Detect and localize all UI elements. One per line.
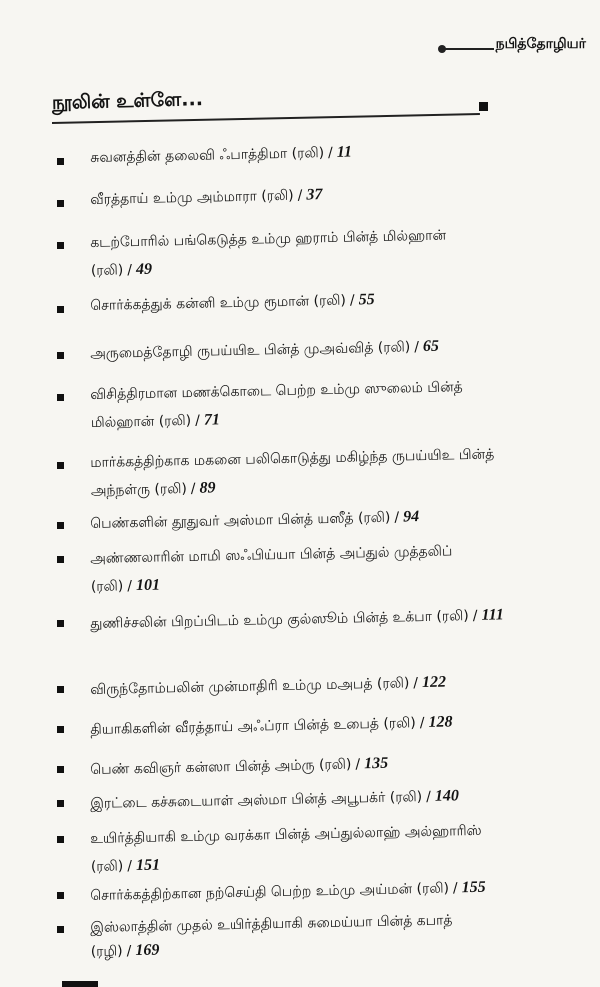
bullet-square bbox=[57, 766, 64, 773]
ornament-line bbox=[444, 48, 494, 50]
heading-end-square bbox=[479, 102, 488, 111]
toc-entry-text: விசித்திரமான மணக்கொடை பெற்ற உம்மு ஸுலைம் பின்த் மில்ஹான் (ரலி) / 71 bbox=[90, 379, 463, 431]
toc-entry-text: பெண் கவிஞர் கன்ஸா பின்த் அம்ரு (ரலி) / 135 bbox=[90, 754, 389, 778]
toc-entry-text: சொர்க்கத்துக் கன்னி உம்மு ரூமான் (ரலி) / 55 bbox=[90, 291, 375, 314]
toc-entry-text: அண்ணலாரின் மாமி ஸஃபிய்யா பின்த் அப்துல் முத்தலிப் (ரலி) / 101 bbox=[90, 543, 453, 595]
toc-entry-text: அருமைத்தோழி ருபய்யிஉ பின்த் முஅவ்வித் (ரலி) / 65 bbox=[90, 337, 440, 362]
toc-entry-title: சொர்க்கத்துக் கன்னி உம்மு ரூமான் (ரலி) bbox=[90, 292, 347, 314]
toc-entry-title: பெண் கவிஞர் கன்ஸா பின்த் அம்ரு (ரலி) bbox=[90, 756, 352, 778]
toc-entry-page: 140 bbox=[434, 787, 460, 805]
toc-entry-text: கடற்போரில் பங்கெடுத்த உம்மு ஹராம் பின்த் மில்ஹான் (ரலி) / 49 bbox=[90, 227, 447, 279]
toc-entry-text: விருந்தோம்பலின் முன்மாதிரி உம்மு மஅபத் (ரலி) / 122 bbox=[90, 673, 447, 698]
toc-entry-text: இரட்டை கச்சுடையாள் அஸ்மா பின்த் அபூபக்ர் (ரலி) / 140 bbox=[90, 787, 460, 812]
bullet-square bbox=[57, 836, 64, 843]
bullet-square bbox=[57, 800, 64, 807]
toc-entry-title: இரட்டை கச்சுடையாள் அஸ்மா பின்த் அபூபக்ர் (ரலி) bbox=[90, 789, 423, 812]
toc-entry-page: 169 bbox=[135, 941, 160, 960]
toc-heading-text: நூலின் உள்ளே... bbox=[51, 88, 204, 114]
toc-entry-title: இஸ்லாத்தின் முதல் உயிர்த்தியாகி சுமைய்யா பின்த் கபாத் (ரழி) bbox=[90, 912, 453, 960]
toc-entry-title: பெண்களின் தூதுவர் அஸ்மா பின்த் யஸீத் (ரலி) bbox=[90, 509, 391, 532]
bullet-square bbox=[57, 394, 64, 401]
toc-entry-text: பெண்களின் தூதுவர் அஸ்மா பின்த் யஸீத் (ரலி) / 94 bbox=[90, 508, 420, 532]
running-title: நபித்தோழியர் bbox=[495, 36, 586, 52]
toc-entry-page: 135 bbox=[363, 754, 389, 773]
toc-entry-text: சொர்க்கத்திற்கான நற்செய்தி பெற்ற உம்மு அய்மன் (ரலி) / 155 bbox=[90, 878, 486, 904]
toc-entry-page: 89 bbox=[199, 479, 216, 497]
toc-entry-page: 37 bbox=[306, 186, 323, 204]
toc-entry-title: துணிச்சலின் பிறப்பிடம் உம்மு குல்ஸூம் பின்த் உக்பா (ரலி) bbox=[90, 608, 469, 632]
bullet-square bbox=[57, 726, 64, 733]
bullet-square bbox=[57, 200, 64, 207]
toc-entry-title: விருந்தோம்பலின் முன்மாதிரி உம்மு மஅபத் (ரலி) bbox=[90, 675, 410, 698]
toc-entry-title: வீரத்தாய் உம்மு அம்மாரா (ரலி) bbox=[90, 187, 294, 208]
toc-entry-page: 111 bbox=[481, 606, 504, 624]
bullet-square bbox=[57, 158, 64, 165]
toc-entry-text: மார்க்கத்திற்காக மகனை பலிகொடுத்து மகிழ்ந்த ருபய்யிஉ பின்த் அந்நள்ரு (ரலி) / 89 bbox=[90, 446, 495, 499]
toc-entry-page: 151 bbox=[135, 856, 161, 875]
bullet-square bbox=[57, 556, 64, 563]
toc-entry-title: சொர்க்கத்திற்கான நற்செய்தி பெற்ற உம்மு அய்மன் (ரலி) bbox=[90, 880, 450, 904]
bullet-square bbox=[57, 522, 64, 529]
page-corner-mark bbox=[62, 981, 98, 987]
toc-entry-page: 94 bbox=[402, 508, 420, 526]
bullet-square bbox=[57, 306, 64, 313]
toc-entry-page: 49 bbox=[135, 260, 153, 279]
toc-entry-title: மார்க்கத்திற்காக மகனை பலிகொடுத்து மகிழ்ந்த ருபய்யிஉ பின்த் அந்நள்ரு (ரலி) bbox=[90, 446, 495, 499]
toc-entry-page: 71 bbox=[203, 411, 221, 429]
toc-entry-title: சுவனத்தின் தலைவி ஃபாத்திமா (ரலி) bbox=[90, 145, 325, 166]
toc-entry-title: கடற்போரில் பங்கெடுத்த உம்மு ஹராம் பின்த் மில்ஹான் (ரலி) bbox=[90, 227, 447, 279]
toc-entry-title: உயிர்த்தியாகி உம்மு வரக்கா பின்த் அப்துல்லாஹ் அல்ஹாரிஸ் (ரலி) bbox=[90, 822, 482, 875]
toc-entry-title: விசித்திரமான மணக்கொடை பெற்ற உம்மு ஸுலைம் பின்த் மில்ஹான் (ரலி) bbox=[90, 379, 463, 431]
toc-entry-title: அண்ணலாரின் மாமி ஸஃபிய்யா பின்த் அப்துல் முத்தலிப் (ரலி) bbox=[90, 543, 453, 595]
bullet-square bbox=[57, 242, 64, 249]
toc-entry-text: தியாகிகளின் வீரத்தாய் அஃப்ரா பின்த் உபைத் (ரலி) / 128 bbox=[90, 713, 453, 738]
toc-entry-text: வீரத்தாய் உம்மு அம்மாரா (ரலி) / 37 bbox=[90, 186, 323, 208]
toc-entry-text: சுவனத்தின் தலைவி ஃபாத்திமா (ரலி) / 11 bbox=[90, 143, 353, 166]
toc-entry-page: 55 bbox=[358, 291, 375, 309]
bullet-square bbox=[57, 926, 64, 933]
toc-entry-text: உயிர்த்தியாகி உம்மு வரக்கா பின்த் அப்துல்லாஹ் அல்ஹாரிஸ் (ரலி) / 151 bbox=[90, 822, 482, 875]
toc-entry-title: தியாகிகளின் வீரத்தாய் அஃப்ரா பின்த் உபைத் (ரலி) bbox=[90, 715, 416, 738]
bullet-square bbox=[57, 686, 64, 693]
toc-entry-page: 128 bbox=[428, 713, 453, 731]
bullet-square bbox=[57, 892, 64, 899]
bullet-square bbox=[57, 352, 64, 359]
toc-heading bbox=[51, 88, 492, 126]
running-header bbox=[436, 30, 586, 60]
toc-entry-title: அருமைத்தோழி ருபய்யிஉ பின்த் முஅவ்வித் (ரலி) bbox=[90, 339, 411, 362]
toc-entry-text: துணிச்சலின் பிறப்பிடம் உம்மு குல்ஸூம் பின்த் உக்பா (ரலி) / 111 bbox=[90, 606, 504, 632]
toc-entry-page: 155 bbox=[461, 878, 486, 897]
toc-entry-page: 65 bbox=[422, 337, 440, 356]
toc-entry-page: 101 bbox=[135, 576, 161, 595]
toc-entry-page: 122 bbox=[421, 673, 447, 692]
bullet-square bbox=[57, 462, 64, 469]
toc-entry-text: இஸ்லாத்தின் முதல் உயிர்த்தியாகி சுமைய்யா பின்த் கபாத் (ரழி) / 169 bbox=[90, 912, 453, 960]
toc-entry-page: 11 bbox=[336, 143, 353, 161]
bullet-square bbox=[57, 620, 64, 627]
